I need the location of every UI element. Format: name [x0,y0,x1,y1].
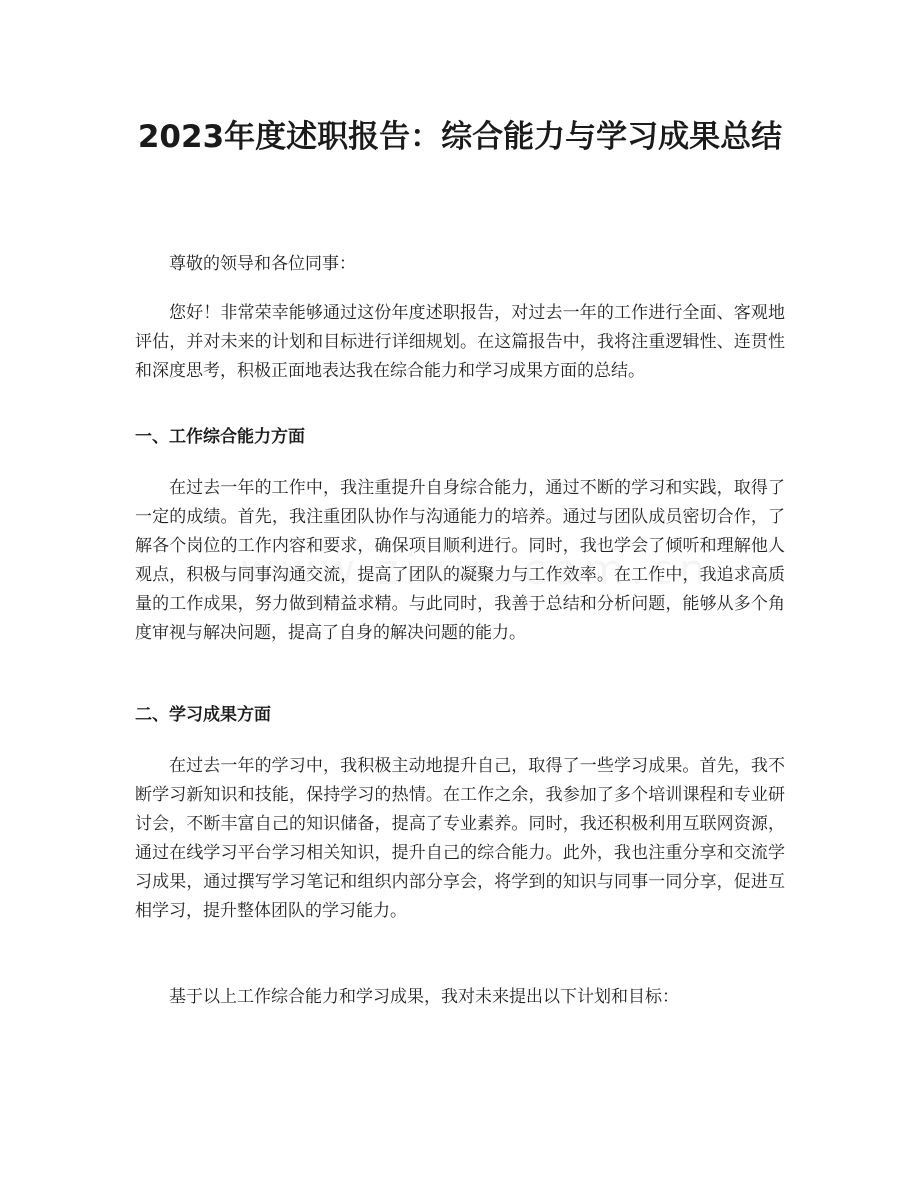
closing-paragraph: 基于以上工作综合能力和学习成果，我对未来提出以下计划和目标： [169,987,679,1007]
section-heading-work-ability: 一、工作综合能力方面 [135,427,305,447]
section-body-learning: 在过去一年的学习中，我积极主动地提升自己，取得了一些学习成果。首先，我不断学习新知识和技能，保持学习的热情。在工作之余，我参加了多个培训课程和专业研讨会，不断丰富自己的知识储备，提高了专业素养。同时，我还积极利用互联网资源，通过在线学习平台学习相关知识，提升自己的综合能力。此外，我也注重分享和交流学习成果，通过撰写学习笔记和组织内部分享会，将学到的知识与同事一同分享，促进互相学习，提升整体团队的学习能力。 [135,756,785,921]
salutation: 尊敬的领导和各位同事： [169,254,356,274]
section-body-work-ability: 在过去一年的工作中，我注重提升自身综合能力，通过不断的学习和实践，取得了一定的成绩。首先，我注重团队协作与沟通能力的培养。通过与团队成员密切合作，了解各个岗位的工作内容和要求，确保项目顺利进行。同时，我也学会了倾听和理解他人观点，积极与同事沟通交流，提高了团队的凝聚力与工作效率。在工作中，我追求高质量的工作成果，努力做到精益求精。与此同时，我善于总结和分析问题，能够从多个角度审视与解决问题，提高了自身的解决问题的能力。 [135,478,785,643]
document-title: 2023年度述职报告：综合能力与学习成果总结 [137,119,783,155]
intro-paragraph: 您好！非常荣幸能够通过这份年度述职报告，对过去一年的工作进行全面、客观地评估，并对未来的计划和目标进行详细规划。在这篇报告中，我将注重逻辑性、连贯性和深度思考，积极正面地表达我在综合能力和学习成果方面的总结。 [135,303,785,381]
section-heading-learning: 二、学习成果方面 [135,705,271,725]
